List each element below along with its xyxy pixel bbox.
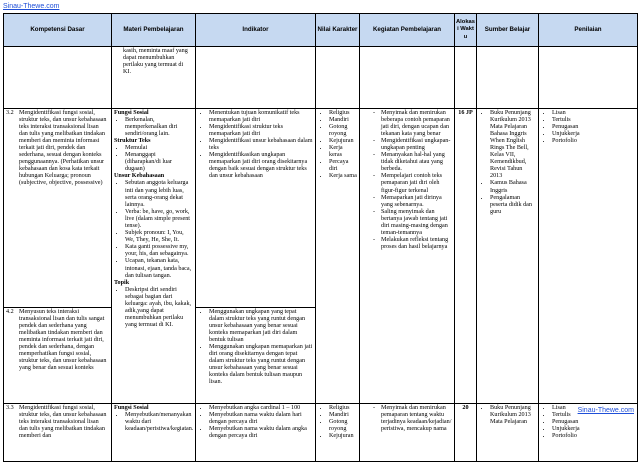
kegiatan-text: Menanyakan hal-hal yang tidak diketahui atau yang berbeda. (381, 152, 445, 173)
list-item: • Menyebutkan/menanyakan waktu dari keadaan/peristiwa/kegiatan. (125, 412, 193, 433)
list-item: • Buku Penunjang Kurikulum 2013 Mata Pelajaran (490, 405, 536, 426)
header-materi: Materi Pembelajaran (112, 14, 196, 47)
list-item: - Menyimak dan menirukan pemaparan tentang waktu terjadinya keadaan/kejadian/ peristiwa, mencakup nama (373, 404, 452, 432)
list-item: • Lisan (552, 405, 635, 412)
kegiatan-text: Saling menyimak dan bertanya jawab tentang jati diri masing-masing dengan teman-temannya (381, 208, 448, 237)
list-item: • Menyebutkan nama waktu dalam angka dengan percaya diri (209, 426, 313, 440)
cell-kegiatan-3-3 (360, 404, 455, 462)
list-item: • Pengalaman peserta didik dan guru (490, 195, 536, 216)
cell-kd-empty (4, 47, 112, 109)
kegiatan-text: Menyimak dan menirukan beberapa contoh pemaparan jati diri, dengan ucapan dan tekanan kata yang benar (381, 109, 450, 137)
list-item: • Subjek pronoun: I, You, We, They, He, She, It. (125, 230, 193, 244)
header-nilai-karakter: Nilai Karakter (316, 14, 360, 47)
list-item: - Menyimak dan menirukan beberapa contoh pemaparan jati diri, dengan ucapan dan tekanan kata yang benar (373, 110, 452, 138)
kegiatan-text: Mempelajari contoh teks pemaparan jati diri oleh figur-figur terkenal (381, 173, 443, 194)
list-item: • Portofolio (552, 433, 635, 440)
list-item: • Verba: be, have, go, work, live (dalam simple present tense). (125, 209, 193, 230)
list-item: • Lisan (552, 110, 635, 117)
list-item: - Mempelajari contoh teks pemaparan jati diri oleh figur-figur terkenal (373, 173, 452, 194)
materi-continuation-line: kasih, meminta maaf yang (123, 47, 188, 54)
header-penilaian: Penilaian (539, 14, 638, 47)
cell-kd-3-2 (4, 109, 112, 308)
list-item: • Unjukkerja (552, 131, 635, 138)
list-item: • Ucapan, tekanan kata, intonasi, ejaan, tanda baca, dan tulisan tangan. (125, 258, 193, 279)
watermark-link-top[interactable]: Sinau-Thewe.com (3, 3, 60, 10)
cell-materi-3-3 (112, 404, 196, 462)
list-item: • Menggunakan ungkapan yang tepat dalam struktur teks yang runtut dengan unsur kebahasaan yang benar sesuai konteks memaparkan jati diri dalam bentuk tulisan (209, 309, 313, 344)
list-item: - Saling menyimak dan bertanya jawab tentang jati diri masing-masing dengan teman-temannya (373, 209, 452, 237)
list-item: • Kerja keras (329, 145, 357, 159)
list-item: • Penugasan (552, 124, 635, 131)
cell-sumber-3-2 (477, 109, 539, 404)
list-item: • Gotong royong (329, 419, 357, 433)
list-item: • Berkenalan, memperkenalkan diri sendiri/orang lain. (125, 117, 193, 138)
kd-text: Menyusun teks interaksi transaksional lisan dan tulis sangat pendek dan sederhana yang melibatkan tindakan memberi dan meminta informasi terkait jati diri, pendek dan sederhana, dengan memperhatikan fungsi sosial, struktur teks, dan unsur kebahasaan yang benar dan sesuai konteks (19, 308, 107, 372)
list-item: • Menentukan tujuan komunikatif teks memaparkan jati diri (209, 110, 313, 124)
cell-nilai-3-2 (316, 109, 360, 404)
kegiatan-text: Menyimak dan menirukan pemaparan tentang waktu terjadinya keadaan/kejadian/ peristiwa, mencakup nama (381, 404, 452, 432)
list-item: • Percaya diri (329, 159, 357, 173)
kegiatan-text: Melakukan refleksi tentang proses dan hasil belajarnya (381, 237, 449, 251)
cell-alokasi-3-2 (455, 109, 477, 404)
cell-alokasi-3-3 (455, 404, 477, 462)
kd-text: Mengidentifikasi fungsi sosial, struktur teks, dan unsur kebahasaan teks interaksi transaksional lisan dan tulis yang melibatkan tindakan memberi dan meminta informasi terkait jati diri, pendek dan sederhana, sesuai dengan konteks penggunaannya. (Perhatikan unsur kebahasaan dan kosa kata terkait hubungan Keluarga; pronoun (subjective, objective, possessive) (19, 109, 107, 187)
cell-kegiatan-3-2 (360, 109, 455, 404)
list-item: • Kejujuran (329, 138, 357, 145)
cell-indikator-3-3 (196, 404, 316, 462)
list-item: - Mengidentifikasi ungkapan-ungkapan penting (373, 137, 451, 151)
list-item: - Memaparkan jati dirinya yang sebenarnya. (373, 195, 452, 209)
list-item: • Menanggapi (diharapkan/di luar dugaan) (125, 152, 193, 173)
kd-number: 3.3 (6, 404, 14, 411)
list-item: • Menyebutkan nama waktu dalam hari dengan percaya diri (209, 412, 313, 426)
table-row-kd-3-3 (4, 404, 638, 462)
syllabus-table (3, 13, 638, 462)
header-sumber-belajar: Sumber Belajar (477, 14, 539, 47)
list-item: - Menanyakan hal-hal yang tidak diketahui atau yang berbeda. (373, 152, 452, 173)
table-row-continuation (4, 47, 638, 109)
alokasi-value: 20 (462, 404, 469, 411)
list-item: • Tertulis (552, 117, 635, 124)
list-item: • Tertulis (552, 412, 635, 419)
list-item: • Memulai (125, 145, 193, 152)
header-alokasi-waktu: Alokasi Waktu (455, 14, 477, 47)
materi-continuation-line: perilaku yang termuat di (123, 61, 184, 68)
list-item: • Menyebutkan angka cardinal 1 – 100 (209, 405, 313, 412)
header-kegiatan: Kegiatan Pembelajaran (360, 14, 455, 47)
list-item: • Mandiri (329, 117, 357, 124)
cell-indikator-4-2 (196, 308, 316, 404)
list-item: • Deskripsi diri sendiri sebagai bagian dari keluarga: ayah, ibu, kakak, adik,yang dapat menumbuhkan perilaku yang termuat di KI. (125, 287, 193, 330)
list-item: • Menggunakan ungkapan memaparkan jati diri orang disekitarnya dengan tepat dalam struktur teks yang runtut dengan unsur kebahasaan yang benar sesuai konteks dalam bentuk tulisan maupun lisan. (209, 344, 313, 387)
materi-heading: Fungsi Sosial (114, 404, 149, 411)
kd-number: 4.2 (6, 308, 14, 315)
list-item: • Sebutan anggota keluarga inti dan yang lebih luas, serta orang-orang dekat lainnya. (125, 180, 193, 208)
materi-heading: Topik (114, 279, 130, 286)
kegiatan-text: Memaparkan jati dirinya yang sebenarnya. (381, 194, 442, 208)
cell-indikator-3-2 (196, 109, 316, 308)
list-item: • Buku Penunjang Kurikulum 2013 Mata Pelajaran Bahasa Inggris When English Rings The Bell, Kelas VII, Kemendikbud, Revisi Tahun 2013 (490, 110, 536, 181)
list-item: • Unjukkerja (552, 426, 635, 433)
list-item: • Religius (329, 405, 357, 412)
materi-heading: Unsur Kebahasaan (114, 173, 165, 180)
list-item: • Kejujuran (329, 433, 357, 440)
materi-continuation-line: KI. (123, 68, 132, 75)
list-item: • Mengidentifikasi struktur teks memaparkan jati diri (209, 124, 313, 138)
header-indikator: Indikator (196, 14, 316, 47)
table-header-row (4, 14, 638, 47)
cell-kd-4-2 (4, 308, 112, 404)
watermark-link-bottom[interactable]: Sinau-Thewe.com (577, 407, 634, 414)
list-item: • Gotong royong (329, 124, 357, 138)
materi-heading: Fungsi Sosial (114, 109, 149, 116)
materi-heading: Struktur Teks (114, 137, 151, 144)
list-item: • Mandiri (329, 412, 357, 419)
list-item: • Kata ganti possessive my, your, his, dan sebagainya. (125, 244, 193, 258)
materi-continuation-line: dapat menumbuhkan (123, 54, 175, 61)
list-item: • Kerja sama (329, 173, 357, 180)
table-row-kd-3-2 (4, 109, 638, 308)
cell-materi-3-2 (112, 109, 196, 404)
alokasi-value: 16 JP (458, 109, 473, 116)
kegiatan-text: Mengidentifikasi ungkapan-ungkapan penting (381, 137, 451, 151)
list-item: • Kamus Bahasa Inggris (490, 180, 536, 194)
list-item: • Portofolio (552, 138, 635, 145)
kd-text: Mengidentifikasi fungsi sosial, struktur teks, dan unsur kebahasaan teks interaksi transaksional lisan dan tulis yang melibatkan tindakan memberi dan (19, 404, 107, 439)
list-item: • Mengidentifikasikan ungkapan memaparkan jati diri orang disekitarnya dengan baik sesuai dengan struktur teks dan unsur kebahasaan (209, 152, 313, 180)
cell-nilai-3-3 (316, 404, 360, 462)
cell-kd-3-3 (4, 404, 112, 462)
list-item: • Religius (329, 110, 357, 117)
kd-number: 3.2 (6, 109, 14, 116)
cell-penilaian-3-2 (539, 109, 638, 404)
cell-sumber-3-3 (477, 404, 539, 462)
cell-materi-continuation (112, 47, 196, 109)
header-kompetensi-dasar: Kompetensi Dasar (4, 14, 112, 47)
list-item: • Mengidentifikasi unsur kebahasaan dalam teks (209, 138, 313, 152)
list-item: • Penugasan (552, 419, 635, 426)
list-item: - Melakukan refleksi tentang proses dan hasil belajarnya (373, 237, 452, 251)
